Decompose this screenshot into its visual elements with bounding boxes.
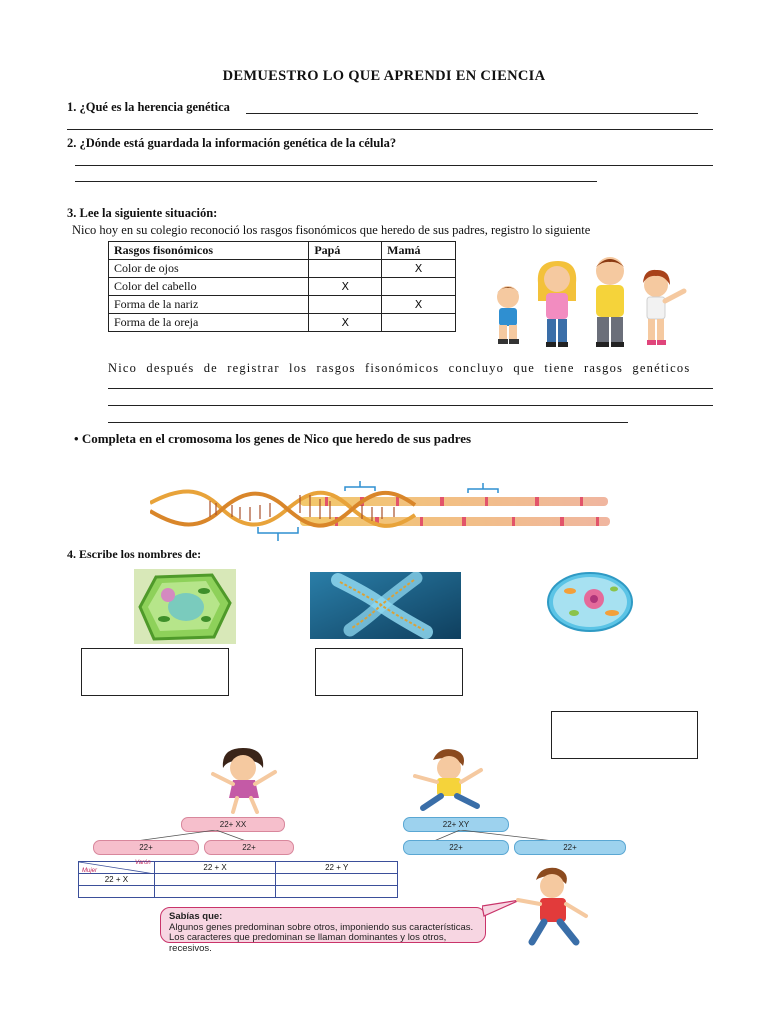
- girl-figure: [643, 270, 684, 345]
- mom-mark: X: [382, 260, 456, 278]
- male-gamete-right: 22+: [514, 840, 626, 855]
- mom-mark: X: [382, 296, 456, 314]
- trait-name: Color del cabello: [109, 278, 309, 296]
- animal-cell-image: [540, 571, 660, 634]
- boy-pointing-cartoon: [506, 866, 616, 946]
- question-2-text: ¿Dónde está guardada la información genética de la célula?: [79, 136, 397, 150]
- female-karyotype: 22+ XX: [181, 817, 285, 832]
- dad-mark: X: [309, 314, 382, 332]
- traits-table: [108, 241, 456, 332]
- table-row: [109, 314, 456, 332]
- chromosome-instruction: [74, 431, 471, 447]
- header-traits: Rasgos fisonómicos: [109, 242, 309, 260]
- punnett-row-2: [79, 886, 155, 898]
- table-row: [109, 296, 456, 314]
- punnett-col-2: 22 + Y: [276, 862, 398, 874]
- answer-line-6[interactable]: [108, 405, 713, 406]
- question-1-text: ¿Qué es la herencia genética: [79, 100, 230, 114]
- family-illustration: [484, 253, 700, 349]
- header-mom: Mamá: [382, 242, 456, 260]
- dad-mark: [309, 296, 382, 314]
- gene-bracket-markers: [258, 481, 498, 541]
- answer-box-chromosome[interactable]: [315, 648, 463, 696]
- answer-line-1[interactable]: [246, 113, 698, 114]
- question-3-number: 3.: [67, 206, 77, 220]
- chromosome-image: [310, 572, 461, 639]
- table-row: [109, 278, 456, 296]
- boy-figure: [497, 286, 519, 344]
- male-karyotype: 22+ XY: [403, 817, 509, 832]
- punnett-table: [78, 861, 398, 898]
- conclusion-text: Nico después de registrar los rasgos fisonómicos concluyo que tiene rasgos genéticos: [108, 361, 691, 375]
- corner-bottom-label: Mujer: [82, 868, 98, 874]
- corner-top-label: Varón: [134, 860, 151, 866]
- situation-intro: Nico hoy en su colegio reconoció los rasgos fisonómicos que heredo de sus padres, registro lo siguiente: [72, 223, 591, 237]
- answer-line-4[interactable]: [75, 181, 597, 182]
- mom-mark: [382, 314, 456, 332]
- mother-figure: [538, 261, 576, 347]
- boy-cartoon: [401, 746, 493, 814]
- punnett-row-1: 22 + X: [79, 874, 155, 886]
- trait-name: Forma de la oreja: [109, 314, 309, 332]
- bullet-icon: •: [74, 431, 79, 446]
- father-figure: [596, 257, 624, 347]
- punnett-cell[interactable]: [154, 886, 276, 898]
- trait-name: Forma de la nariz: [109, 296, 309, 314]
- answer-line-3[interactable]: [75, 165, 713, 166]
- question-3: [67, 206, 217, 221]
- answer-line-5[interactable]: [108, 388, 713, 389]
- callout-title: Sabías que:: [169, 911, 223, 922]
- chromosome-dna-illustration: [150, 477, 618, 549]
- punnett-cell[interactable]: [154, 874, 276, 886]
- chromosome-instruction-text: Completa en el cromosoma los genes de Nico que heredo de sus padres: [81, 431, 472, 446]
- dad-mark: [309, 260, 382, 278]
- question-4-number: 4.: [67, 547, 76, 561]
- trait-name: Color de ojos: [109, 260, 309, 278]
- punnett-col-1: 22 + X: [154, 862, 276, 874]
- plant-cell-image: [134, 569, 236, 644]
- question-1: [67, 100, 230, 115]
- question-3-heading: Lee la siguiente situación:: [79, 206, 218, 220]
- question-4-heading: Escribe los nombres de:: [79, 547, 202, 561]
- question-4: [67, 547, 201, 562]
- male-gamete-left: 22+: [403, 840, 509, 855]
- girl-cartoon: [203, 746, 283, 814]
- mom-mark: [382, 278, 456, 296]
- answer-box-plant-cell[interactable]: [81, 648, 229, 696]
- page-title: DEMUESTRO LO QUE APRENDI EN CIENCIA: [222, 68, 546, 84]
- answer-line-7[interactable]: [108, 422, 628, 423]
- header-dad: Papá: [309, 242, 382, 260]
- table-row: [109, 260, 456, 278]
- punnett-cell[interactable]: [276, 874, 398, 886]
- did-you-know-callout: [160, 907, 486, 954]
- female-gamete-left: 22+: [93, 840, 199, 855]
- female-gamete-right: 22+: [204, 840, 294, 855]
- question-2: [67, 136, 396, 151]
- punnett-cell[interactable]: [276, 886, 398, 898]
- answer-box-animal-cell[interactable]: [551, 711, 698, 759]
- question-1-number: 1.: [67, 100, 77, 114]
- callout-text: Algunos genes predominan sobre otros, imponiendo sus características. Los caracteres que predominan se llaman dominantes y los otros, recesivos.: [169, 921, 474, 954]
- question-2-number: 2.: [67, 136, 77, 150]
- answer-line-2[interactable]: [67, 129, 713, 130]
- punnett-corner: [79, 862, 155, 874]
- traits-table-header: [109, 242, 456, 260]
- dad-mark: X: [309, 278, 382, 296]
